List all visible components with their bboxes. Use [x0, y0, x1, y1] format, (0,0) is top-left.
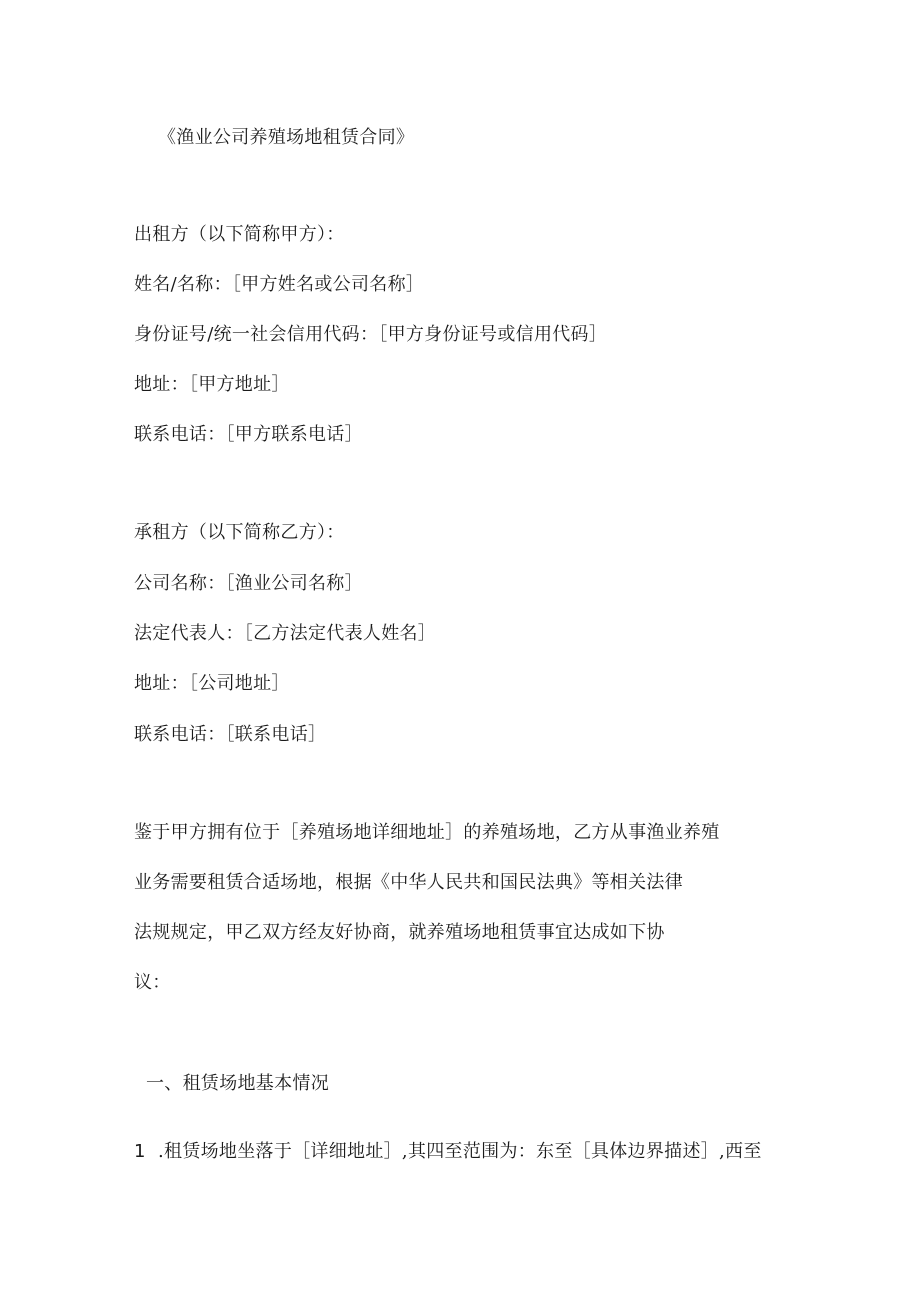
- lessor-heading: 出租方（以下简称甲方）：: [134, 224, 345, 245]
- lessor-id-code: 身份证号/统一社会信用代码：［甲方身份证号或信用代码］: [134, 324, 608, 345]
- preamble-line: 鉴于甲方拥有位于［养殖场地详细地址］的养殖场地，乙方从事渔业养殖: [134, 822, 720, 843]
- lessee-company-name: 公司名称：［渔业公司名称］: [134, 573, 363, 594]
- lessee-legal-rep: 法定代表人：［乙方法定代表人姓名］: [134, 623, 437, 644]
- section-heading: 一、租赁场地基本情况: [146, 1073, 329, 1094]
- lessee-address: 地址：［公司地址］: [134, 673, 290, 694]
- lessor-address: 地址：［甲方地址］: [134, 374, 290, 395]
- lessor-phone: 联系电话：［甲方联系电话］: [134, 424, 363, 445]
- lessee-heading: 承租方（以下简称乙方）：: [134, 522, 345, 543]
- clause-number: 1: [134, 1141, 146, 1162]
- clause-text: .租赁场地坐落于［详细地址］,其四至范围为：东至［具体边界描述］,西至: [158, 1141, 762, 1162]
- preamble-line: 议：: [134, 972, 171, 993]
- preamble-line: 法规规定，甲乙双方经友好协商，就养殖场地租赁事宜达成如下协: [134, 922, 665, 943]
- lessor-name: 姓名/名称：［甲方姓名或公司名称］: [134, 274, 425, 295]
- preamble-line: 业务需要租赁合适场地，根据《中华人民共和国民法典》等相关法律: [134, 872, 683, 893]
- document-title: 《渔业公司养殖场地租赁合同》: [158, 127, 415, 148]
- lessee-phone: 联系电话：［联系电话］: [134, 724, 327, 745]
